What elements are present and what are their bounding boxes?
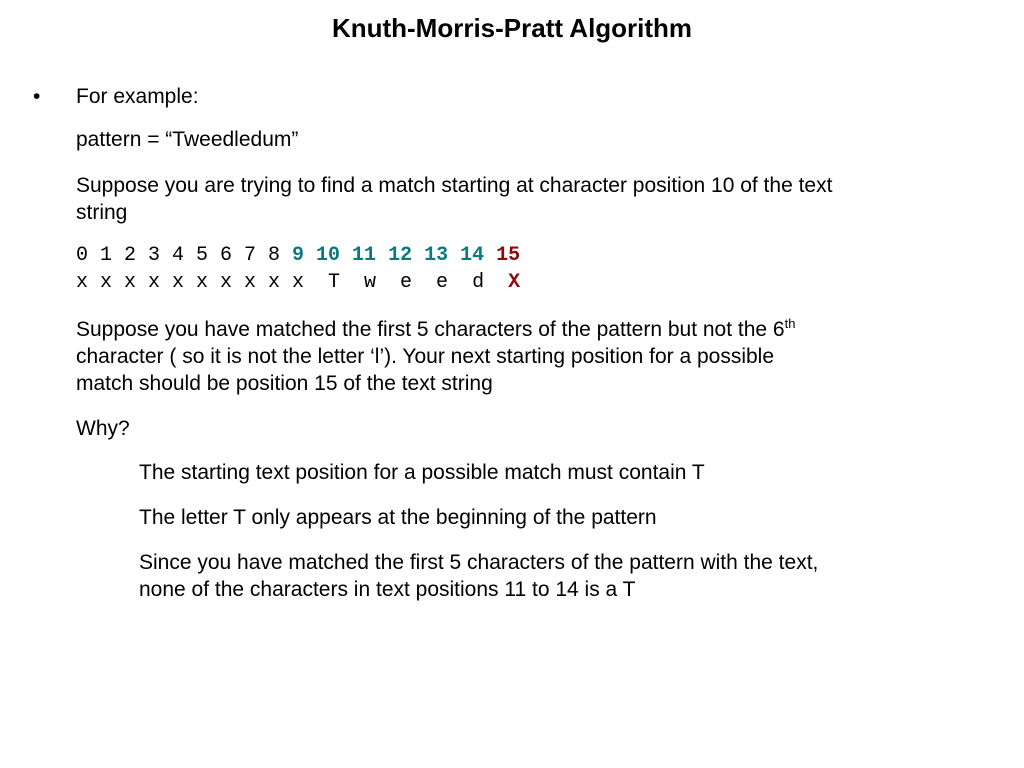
for-example-text: For example: — [76, 85, 199, 108]
ordinal-suffix: th — [784, 316, 796, 331]
reason-1: The starting text position for a possible match must contain T — [139, 461, 705, 484]
pattern-text: pattern = “Tweedledum” — [76, 128, 299, 151]
suppose-matched-line-1 — [76, 316, 795, 343]
why-text: Why? — [76, 417, 130, 440]
reason-2: The letter T only appears at the beginning of the pattern — [139, 506, 657, 529]
index-row-plain: 0 1 2 3 4 5 6 7 8 — [76, 244, 293, 267]
index-row-matched: 9 10 11 12 13 14 — [292, 244, 485, 267]
reason-3-line-1: Since you have matched the first 5 characters of the pattern with the text, — [139, 551, 819, 574]
char-row-plain: x x x x x x x x x x T w e e d — [76, 271, 509, 294]
suppose-matched-line-2: character ( so it is not the letter ‘l’). Your next starting position for a possible — [76, 345, 775, 368]
reason-3-line-2: none of the characters in text positions 11 to 14 is a T — [139, 578, 636, 601]
suppose-start-line-1: Suppose you are trying to find a match starting at character position 10 of the text — [76, 174, 833, 197]
suppose-matched-line-3: match should be position 15 of the text string — [76, 372, 493, 395]
char-row-mismatch: X — [508, 271, 521, 294]
index-row — [76, 242, 520, 269]
bullet-marker: • — [33, 85, 41, 108]
suppose-matched-line-1-text: Suppose you have matched the first 5 characters of the pattern but not the 6 — [76, 318, 785, 341]
suppose-start-line-2: string — [76, 201, 128, 224]
index-row-mismatch: 15 — [496, 244, 521, 267]
slide-title: Knuth-Morris-Pratt Algorithm — [331, 13, 693, 43]
char-row — [76, 269, 520, 296]
